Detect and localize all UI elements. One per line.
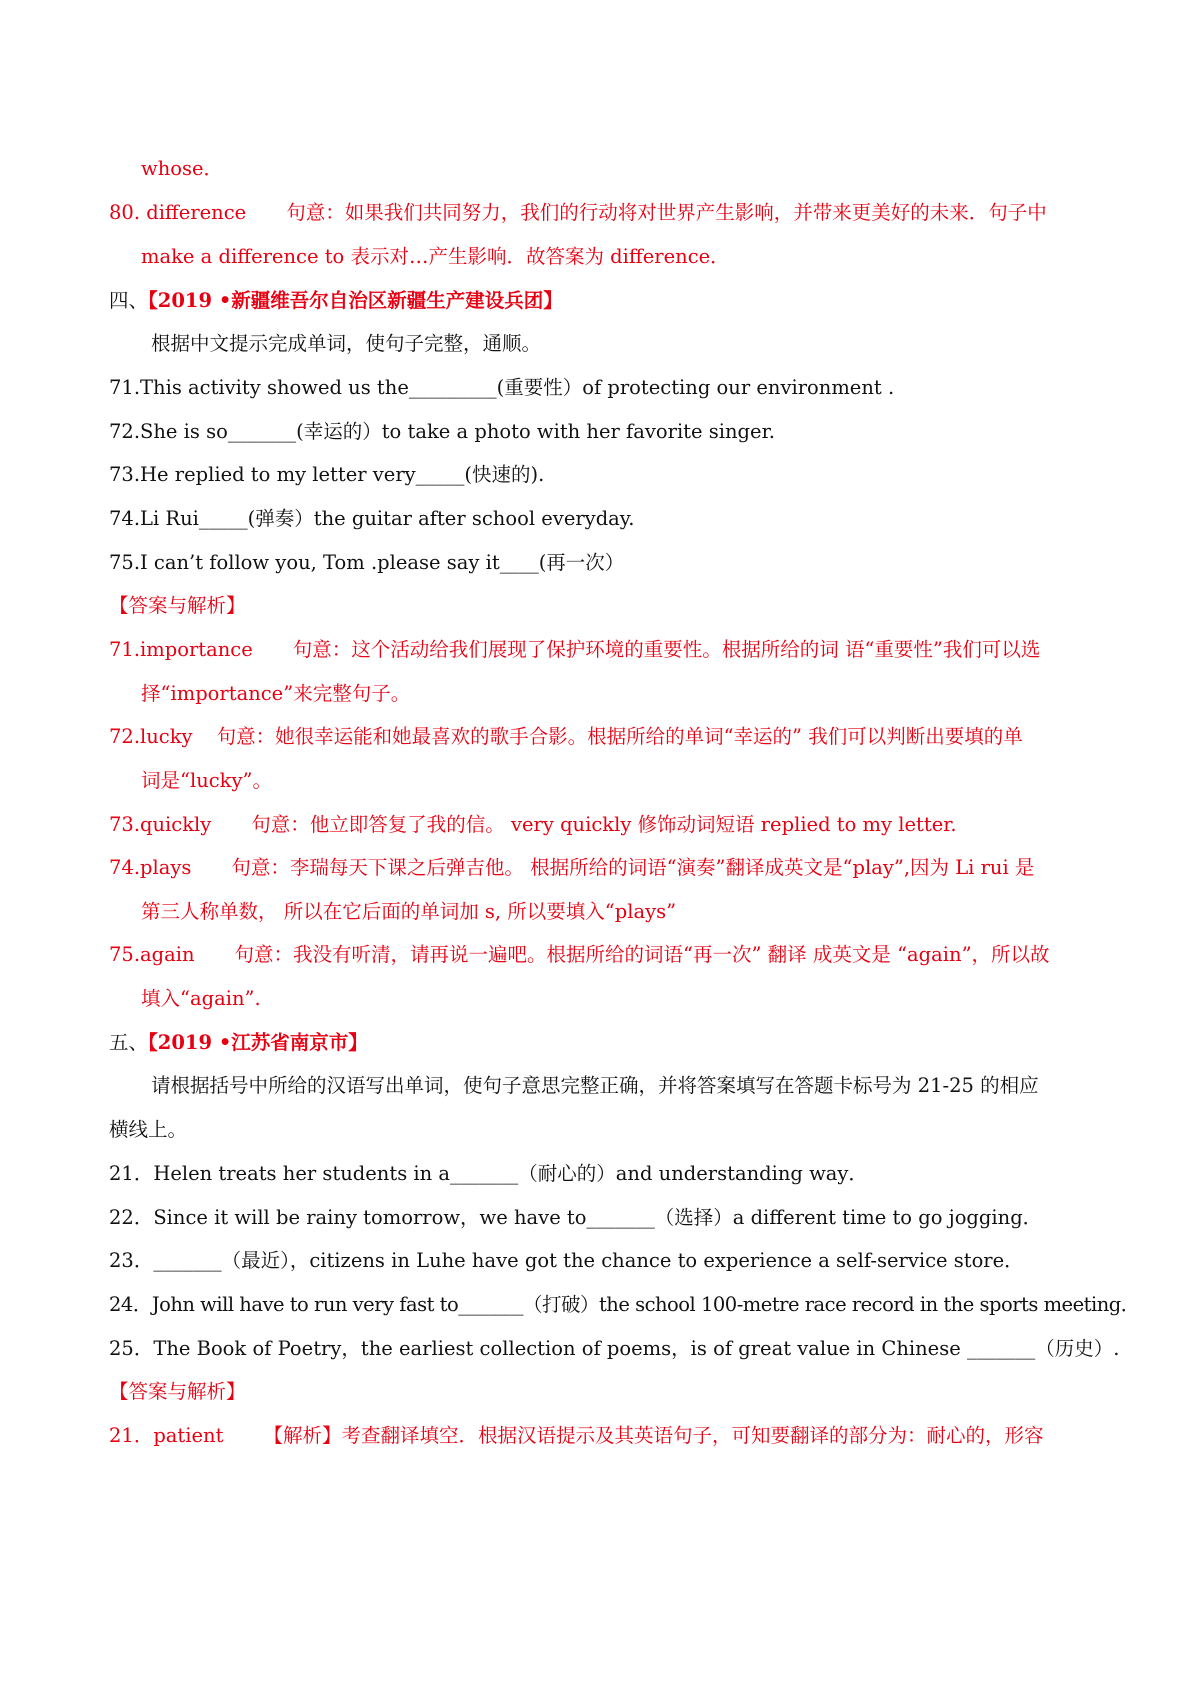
answer-text: whose． [141, 157, 224, 180]
answer-text: 择“importance”来完整句子。 [141, 682, 411, 705]
question-text: 74.Li Rui_____(弹奏）the guitar after school everyday. [109, 507, 635, 530]
answer-number: 73.quickly [109, 813, 212, 836]
answer-explanation: 句意：李瑞每天下课之后弹吉他。 根据所给的词语“演奏”翻译成英文是“play”,因为 Li rui 是 [231, 856, 1035, 879]
answer-71 [109, 635, 1099, 665]
section-number: 四、 [109, 289, 149, 312]
answer-number: 80. difference [109, 201, 247, 224]
section-heading-5 [109, 1028, 1099, 1058]
question-22 [109, 1203, 1099, 1233]
answer-number: 72.lucky [109, 725, 193, 748]
question-text: 73.He replied to my letter very_____(快速的). [109, 463, 545, 486]
question-21 [109, 1159, 1099, 1189]
answer-explanation: 句意：她很幸运能和她最喜欢的歌手合影。根据所给的单词“幸运的” 我们可以判断出要填的单 [216, 725, 1023, 748]
question-text: 21．Helen treats her students in a_______（耐心的）and understanding way． [109, 1162, 868, 1185]
question-73 [109, 460, 1099, 490]
question-text: 24．John will have to run very fast to_______（打破）the school 100-metre race record in the sports meeting． [109, 1293, 1140, 1316]
question-25 [109, 1334, 1120, 1364]
section-source: 【2019 •新疆维吾尔自治区新疆生产建设兵团】 [148, 289, 563, 312]
answer-75-cont [141, 984, 1131, 1014]
instructions-5 [151, 1071, 1141, 1101]
section-source: 【2019 •江苏省南京市】 [148, 1031, 368, 1054]
instructions-5-cont [109, 1115, 1099, 1145]
answer-explanation: 句意：他立即答复了我的信。 very quickly 修饰动词短语 replied to my letter. [251, 813, 957, 836]
answer-75 [109, 940, 1099, 970]
instructions [151, 329, 1141, 359]
question-75 [109, 548, 1099, 578]
question-text: 75.I can’t follow you, Tom .please say it____(再一次） [109, 551, 625, 574]
answer-number: 75.again [109, 943, 195, 966]
question-24 [109, 1290, 1140, 1320]
answer-73 [109, 810, 1099, 840]
question-23 [109, 1246, 1099, 1276]
answer-80 [109, 198, 1099, 228]
answer-explanation: 句意：如果我们共同努力，我们的行动将对世界产生影响，并带来更美好的未来．句子中 [286, 201, 1047, 224]
answer-continuation [141, 154, 1131, 184]
answer-heading [109, 591, 1099, 621]
section-heading-4 [109, 286, 1099, 316]
question-text: 25．The Book of Poetry，the earliest collection of poems，is of great value in Chinese _______（历史）. [109, 1337, 1120, 1360]
answer-72 [109, 722, 1099, 752]
answer-number: 71.importance [109, 638, 253, 661]
section-number: 五、 [109, 1031, 149, 1054]
question-71 [109, 373, 1099, 403]
answer-71-cont [141, 679, 1131, 709]
question-72 [109, 417, 1099, 447]
answer-explanation: 句意：这个活动给我们展现了保护环境的重要性。根据所给的词 语“重要性”我们可以选 [292, 638, 1041, 661]
instruction-text: 横线上。 [109, 1118, 188, 1141]
instruction-text: 根据中文提示完成单词，使句子完整，通顺。 [151, 332, 542, 355]
question-text: 71.This activity showed us the_________(重要性）of protecting our environment . [109, 376, 895, 399]
question-text: 23．_______（最近），citizens in Luhe have got the chance to experience a self-service store． [109, 1249, 1024, 1272]
answer-74 [109, 853, 1099, 883]
answer-text: 词是“lucky”。 [141, 769, 272, 792]
question-text: 22．Since it will be rainy tomorrow，we have to_______（选择）a different time to go jogging． [109, 1206, 1043, 1229]
question-74 [109, 504, 1099, 534]
answer-explanation: 句意：我没有听清，请再说一遍吧。根据所给的词语“再一次” 翻译 成英文是 “again”，所以故 [234, 943, 1050, 966]
answer-21 [109, 1421, 1099, 1451]
answer-text: make a difference to 表示对…产生影响．故答案为 difference． [141, 245, 730, 268]
answer-text: 第三人称单数， 所以在它后面的单词加 s, 所以要填入“plays” [141, 900, 677, 923]
instruction-text: 请根据括号中所给的汉语写出单词，使句子意思完整正确，并将答案填写在答题卡标号为 21-25 的相应 [151, 1074, 1039, 1097]
answer-80-cont [141, 242, 1131, 272]
heading-text: 【答案与解析】 [109, 1380, 246, 1403]
answer-number: 74.plays [109, 856, 192, 879]
question-text: 72.She is so_______(幸运的）to take a photo with her favorite singer. [109, 420, 775, 443]
answer-text: 填入“again”. [141, 987, 261, 1010]
answer-number: 21．patient [109, 1424, 224, 1447]
answer-heading-2 [109, 1377, 1099, 1407]
answer-74-cont [141, 897, 1131, 927]
answer-explanation: 【解析】考查翻译填空．根据汉语提示及其英语句子，可知要翻译的部分为：耐心的，形容 [263, 1424, 1044, 1447]
heading-text: 【答案与解析】 [109, 594, 246, 617]
answer-72-cont [141, 766, 1131, 796]
